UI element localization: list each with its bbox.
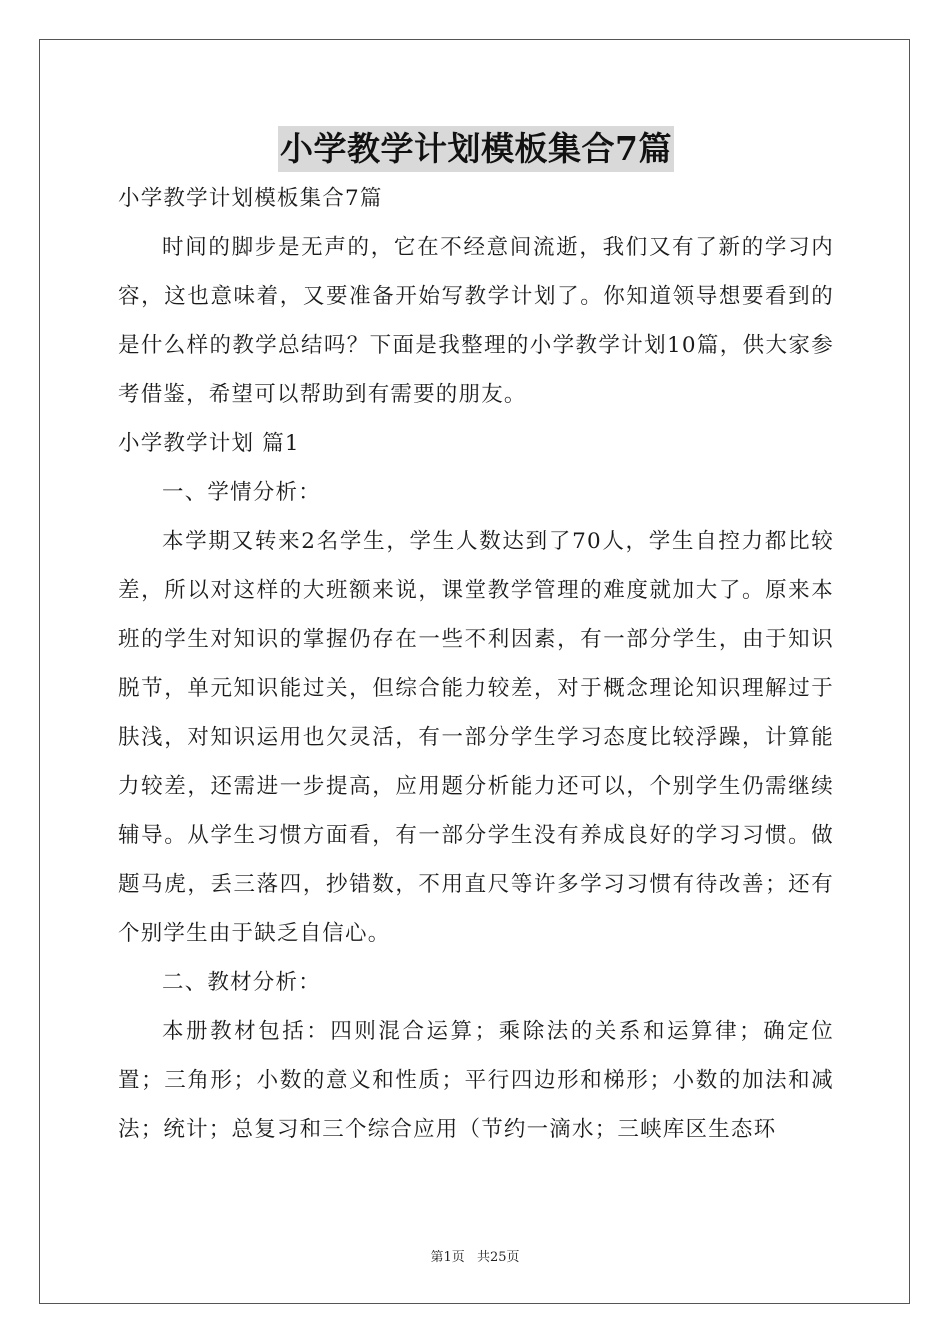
heading-learning-analysis: 一、学情分析： bbox=[162, 480, 321, 505]
intro-paragraph: 时间的脚步是无声的，它在不经意间流逝，我们又有了新的学习内容，这也意味着，又要准备开始写教学计划了。你知道领导想要看到的是什么样的教学总结吗？下面是我整理的小学教学计划10篇，供大家参考借鉴，希望可以帮助到有需要的朋友。 bbox=[118, 235, 834, 407]
section-heading: 小学教学计划 篇1 bbox=[118, 431, 300, 456]
page-footer bbox=[0, 1246, 950, 1265]
page-total: 共25页 bbox=[476, 1250, 520, 1265]
document-title: 小学教学计划模板集合7篇 bbox=[278, 126, 674, 172]
learning-analysis-paragraph: 本学期又转来2名学生，学生人数达到了70人，学生自控力都比较差，所以对这样的大班额来说，课堂教学管理的难度就加大了。原来本班的学生对知识的掌握仍存在一些不利因素，有一部分学生，由于知识脱节，单元知识能过关，但综合能力较差，对于概念理论知识理解过于肤浅，对知识运用也欠灵活，有一部分学生学习态度比较浮躁，计算能力较差，还需进一步提高，应用题分析能力还可以，个别学生仍需继续辅导。从学生习惯方面看，有一部分学生没有养成良好的学习习惯。做题马虎，丢三落四，抄错数，不用直尺等许多学习习惯有待改善；还有个别学生由于缺乏自信心。 bbox=[118, 529, 834, 946]
page-number: 第1页 bbox=[430, 1250, 465, 1265]
heading-textbook-analysis: 二、教材分析： bbox=[162, 970, 321, 995]
textbook-analysis-paragraph: 本册教材包括：四则混合运算；乘除法的关系和运算律；确定位置；三角形；小数的意义和性质；平行四边形和梯形；小数的加法和减法；统计；总复习和三个综合应用（节约一滴水；三峡库区生态环 bbox=[118, 1019, 834, 1142]
title-wrap bbox=[118, 126, 834, 172]
document-subtitle: 小学教学计划模板集合7篇 bbox=[118, 186, 383, 211]
